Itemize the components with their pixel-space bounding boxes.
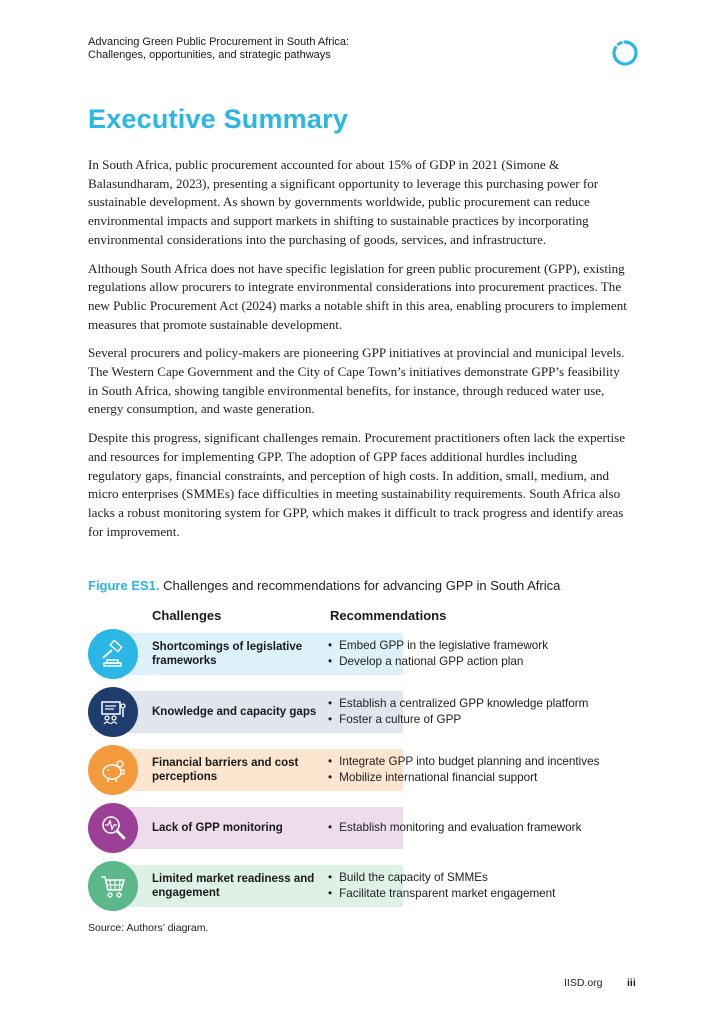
shopping-cart-icon bbox=[88, 861, 138, 911]
recommendation-list bbox=[328, 803, 581, 853]
recommendation-item: • Foster a culture of GPP bbox=[328, 712, 588, 728]
page-title: Executive Summary bbox=[88, 104, 349, 134]
body-text bbox=[88, 156, 633, 551]
recommendation-list bbox=[328, 861, 555, 911]
running-header-line-2: Challenges, opportunities, and strategic pathways bbox=[88, 49, 331, 61]
iisd-ring-icon bbox=[612, 40, 638, 66]
figure-row bbox=[88, 745, 648, 795]
recommendation-list bbox=[328, 687, 588, 737]
figure-label: Figure ES1. bbox=[88, 578, 160, 593]
figure-row bbox=[88, 687, 648, 737]
figure-row bbox=[88, 629, 648, 679]
piggy-bank-icon bbox=[88, 745, 138, 795]
figure-row bbox=[88, 861, 648, 911]
challenge-label: Shortcomings of legislative frameworks bbox=[152, 641, 303, 667]
recommendation-item: • Embed GPP in the legislative framework bbox=[328, 638, 548, 654]
figure-row bbox=[88, 803, 648, 853]
figure-source: Source: Authors’ diagram. bbox=[88, 922, 209, 934]
running-header-line-1: Advancing Green Public Procurement in South Africa: bbox=[88, 36, 350, 48]
presentation-board-icon bbox=[88, 687, 138, 737]
challenge-label: Knowledge and capacity gaps bbox=[152, 706, 317, 718]
recommendation-item: • Integrate GPP into budget planning and incentives bbox=[328, 754, 599, 770]
recommendation-item: • Build the capacity of SMMEs bbox=[328, 870, 555, 886]
figure-caption bbox=[88, 578, 560, 593]
footer-site-link[interactable]: IISD.org bbox=[564, 977, 603, 989]
recommendation-list bbox=[328, 629, 548, 679]
recommendation-item: • Facilitate transparent market engagement bbox=[328, 886, 555, 902]
paragraph: Several procurers and policy-makers are pioneering GPP initiatives at provincial and municipal levels. The Western Cape Government and the City of Cape Town’s initiatives demonstrate GPP’s feasibility in South Africa, showing tangible environmental benefits, for instance, through reduced water use, energy consumption, and waste generation. bbox=[88, 345, 625, 417]
recommendation-item: • Establish a centralized GPP knowledge platform bbox=[328, 696, 588, 712]
paragraph: Despite this progress, significant challenges remain. Procurement practitioners often lack the expertise and resources for implementing GPP. The adoption of GPP faces additional hurdles including regulatory gaps, financial constraints, and perception of high costs. In addition, small, medium, and micro enterprises (SMMEs) face difficulties in meeting sustainability requirements. South Africa also lacks a robust monitoring system for GPP, which makes it difficult to track progress and identify areas for improvement. bbox=[88, 430, 626, 539]
challenge-label: Limited market readiness and engagement bbox=[152, 873, 315, 899]
challenge-label: Lack of GPP monitoring bbox=[152, 822, 283, 834]
recommendation-item: • Establish monitoring and evaluation framework bbox=[328, 820, 581, 836]
running-header bbox=[88, 36, 349, 62]
page-number: iii bbox=[627, 977, 636, 989]
recommendation-item: • Mobilize international financial support bbox=[328, 770, 599, 786]
figure-caption-text: Challenges and recommendations for advancing GPP in South Africa bbox=[159, 578, 561, 593]
recommendation-list bbox=[328, 745, 599, 795]
magnifier-pulse-icon bbox=[88, 803, 138, 853]
paragraph: Although South Africa does not have specific legislation for green public procurement (GPP), existing regulations allow procurers to integrate environmental considerations into procurement practices. The new Public Procurement Act (2024) marks a notable shift in this area, enabling procurers to implement measures that promote sustainable development. bbox=[88, 260, 627, 332]
paragraph: In South Africa, public procurement accounted for about 15% of GDP in 2021 (Simone & Balasundharam, 2023), presenting a significant opportunity to leverage this purchasing power for sustainable development. As shown by governments worldwide, public procurement can reduce environmental impacts and support markets in shifting to sustainable practices by incorporating environmental considerations into the purchasing of goods, services, and infrastructure. bbox=[88, 157, 599, 247]
challenge-label: Financial barriers and cost perceptions bbox=[152, 757, 299, 783]
recommendation-item: • Develop a national GPP action plan bbox=[328, 654, 548, 670]
challenges-heading: Challenges bbox=[152, 608, 222, 623]
recommendations-heading: Recommendations bbox=[330, 608, 447, 623]
gavel-icon bbox=[88, 629, 138, 679]
